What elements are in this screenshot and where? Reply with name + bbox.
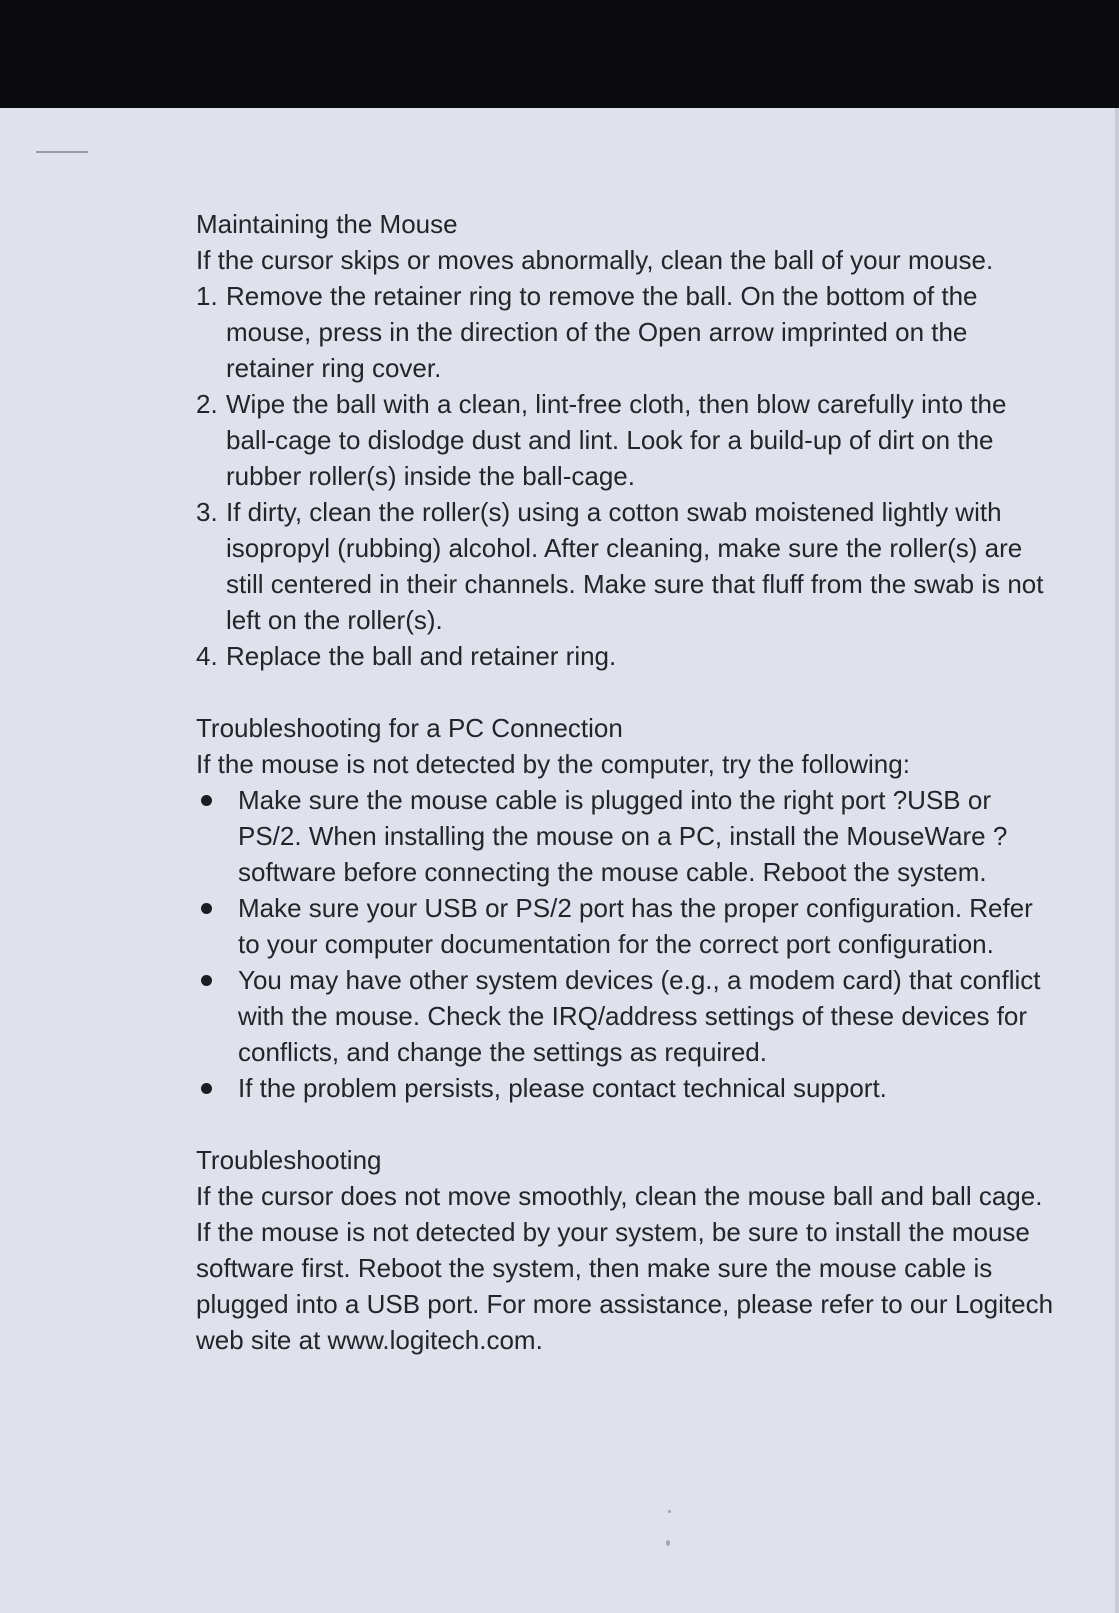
- step-text: Replace the ball and retainer ring.: [226, 641, 617, 671]
- step-item: [196, 638, 1056, 674]
- section-heading: Maintaining the Mouse: [196, 209, 458, 239]
- step-text: Remove the retainer ring to remove the ball. On the bottom of the mouse, press in the direction of the Open arrow imprinted on the retainer ring cover.: [226, 281, 978, 383]
- step-number: 3.: [196, 497, 218, 527]
- bullet-dot-icon: [196, 1070, 238, 1106]
- document-content: [196, 206, 1056, 1358]
- step-text: If dirty, clean the roller(s) using a cotton swab moistened lightly with isopropyl (rubbing) alcohol. After cleaning, make sure the roller(s) are still centered in their channels. Make sure that fluff from the swab is not left on the roller(s).: [226, 497, 1044, 635]
- section-troubleshooting: [196, 1142, 1056, 1358]
- bullet-item: [196, 890, 1056, 962]
- step-text: Wipe the ball with a clean, lint-free cloth, then blow carefully into the ball-cage to dislodge dust and lint. Look for a build-up of dirt on the rubber roller(s) inside the ball-cage.: [226, 389, 1007, 491]
- step-number: 2.: [196, 389, 218, 419]
- section-body: If the cursor does not move smoothly, clean the mouse ball and ball cage. If the mouse is not detected by your system, be sure to install the mouse software first. Reboot the system, then make sure the mouse cable is plugged into a USB port. For more assistance, please refer to our Logitech web site at www.logitech.com.: [196, 1181, 1054, 1355]
- paper-mark: [36, 151, 88, 153]
- bullet-text: Make sure your USB or PS/2 port has the proper configuration. Refer to your computer documentation for the correct port configuration.: [238, 893, 1033, 959]
- bullet-dot-icon: [196, 890, 238, 962]
- section-pc-connection: [196, 710, 1056, 1106]
- section-maintaining-mouse: [196, 206, 1056, 674]
- bullet-text: You may have other system devices (e.g., a modem card) that conflict with the mouse. Check the IRQ/address settings of these devices for conflicts, and change the settings as required.: [238, 965, 1041, 1067]
- step-number: 4.: [196, 641, 218, 671]
- bullet-item: [196, 782, 1056, 890]
- pc-connection-tips: [196, 782, 1056, 1106]
- section-intro: If the mouse is not detected by the computer, try the following:: [196, 749, 910, 779]
- bullet-item: [196, 962, 1056, 1070]
- scan-right-edge: [1115, 108, 1119, 1613]
- step-number: 1.: [196, 281, 218, 311]
- section-heading: Troubleshooting: [196, 1145, 382, 1175]
- section-intro: If the cursor skips or moves abnormally, clean the ball of your mouse.: [196, 245, 994, 275]
- scan-top-band: [0, 0, 1119, 108]
- step-item: [196, 494, 1056, 638]
- section-heading: Troubleshooting for a PC Connection: [196, 713, 623, 743]
- bullet-text: If the problem persists, please contact technical support.: [238, 1073, 887, 1103]
- maintenance-steps: [196, 278, 1056, 674]
- step-item: [196, 278, 1056, 386]
- bullet-item: [196, 1070, 1056, 1106]
- bullet-dot-icon: [196, 782, 238, 890]
- paper-speck: [666, 1540, 670, 1546]
- step-item: [196, 386, 1056, 494]
- paper-speck: [668, 1510, 671, 1513]
- bullet-dot-icon: [196, 962, 238, 1070]
- bullet-text: Make sure the mouse cable is plugged into the right port ?USB or PS/2. When installing the mouse on a PC, install the MouseWare ?software before connecting the mouse cable. Reboot the system.: [238, 785, 1008, 887]
